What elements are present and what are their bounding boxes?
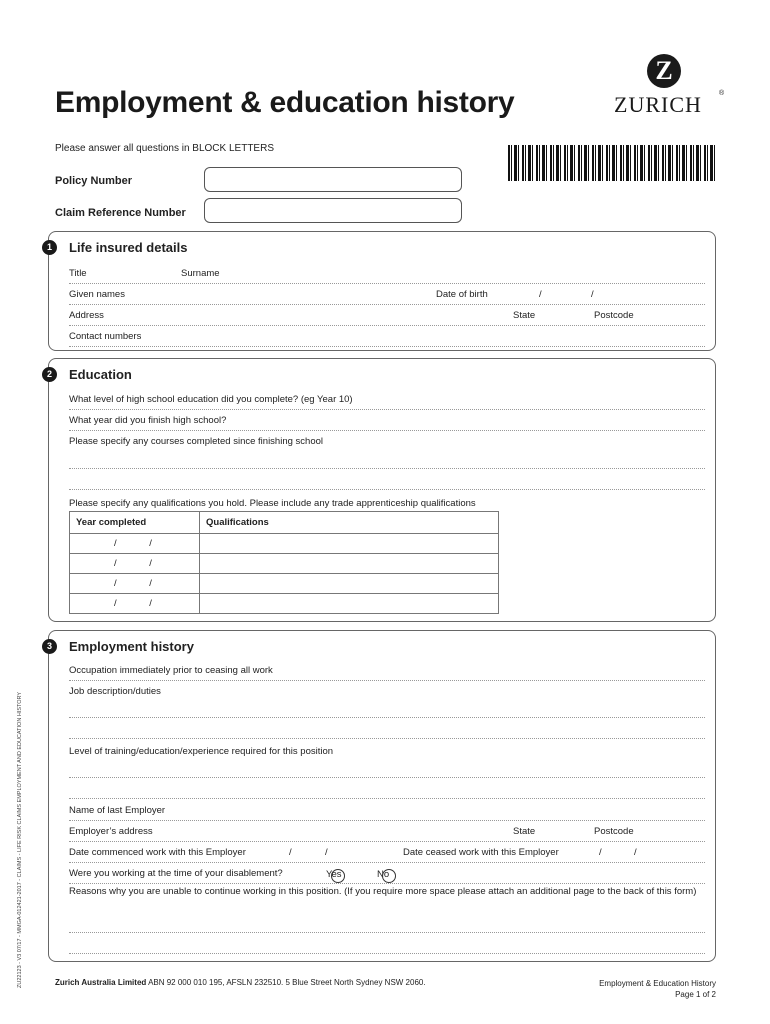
table-row[interactable]	[70, 574, 499, 594]
high-school-level-label: What level of high school education did you complete? (eg Year 10)	[69, 394, 353, 405]
date-slash: /	[634, 847, 637, 858]
registered-mark: ®	[719, 90, 725, 97]
employer-address-label: Employer’s address	[69, 826, 153, 837]
training-line[interactable]	[69, 776, 705, 778]
form-reference-code: ZU22123 - V3 07/17 - MMGA-012421-2017 - CLAIMS - LIFE RISK CLAIMS EMPLOYMENT AND EDUCATION HISTORY	[17, 691, 23, 988]
qualification-cell[interactable]	[200, 574, 499, 594]
policy-number-label: Policy Number	[55, 175, 133, 187]
year-completed-cell[interactable]: / /	[70, 594, 200, 614]
employment-dates-row[interactable]	[69, 842, 705, 863]
qualification-cell[interactable]	[200, 554, 499, 574]
duties-row	[69, 681, 705, 701]
company-details: ABN 92 000 010 195, AFSLN 232510. 5 Blue Street North Sydney NSW 2060.	[146, 978, 426, 987]
reasons-line[interactable]	[69, 931, 705, 933]
high-school-level-row[interactable]	[69, 389, 705, 410]
reasons-line[interactable]	[69, 952, 705, 954]
courses-line[interactable]	[69, 488, 705, 490]
section-heading: Education	[69, 367, 132, 382]
courses-label: Please specify any courses completed since finishing school	[69, 436, 323, 447]
policy-number-field[interactable]	[204, 167, 462, 192]
date-slash: /	[599, 847, 602, 858]
yes-radio[interactable]	[331, 869, 345, 883]
qualification-cell[interactable]	[200, 594, 499, 614]
date-commenced-label: Date commenced work with this Employer	[69, 847, 246, 858]
dob-slash: /	[539, 289, 542, 300]
document-name: Employment & Education History	[599, 979, 716, 988]
state-label: State	[513, 310, 536, 321]
training-line[interactable]	[69, 797, 705, 799]
qualifications-table	[69, 511, 499, 614]
qualifications-header: Qualifications	[200, 512, 499, 534]
surname-label: Surname	[181, 268, 220, 279]
date-slash: /	[325, 847, 328, 858]
given-names-row[interactable]	[69, 284, 705, 305]
training-label: Level of training/education/experience required for this position	[69, 746, 334, 757]
employer-name-row[interactable]	[69, 800, 705, 821]
duties-label: Job description/duties	[69, 686, 161, 697]
reasons-label: Reasons why you are unable to continue working in this position. (If you require more space please attach an additional page to the back of this form)	[69, 886, 697, 897]
section-number: 1	[42, 240, 57, 255]
section-number: 3	[42, 639, 57, 654]
dob-slash: /	[591, 289, 594, 300]
section-education	[48, 358, 716, 622]
courses-row	[69, 431, 705, 451]
year-completed-cell[interactable]: / /	[70, 534, 200, 554]
claim-reference-label: Claim Reference Number	[55, 207, 186, 219]
no-radio[interactable]	[382, 869, 396, 883]
barcode-image	[508, 145, 718, 181]
zurich-logo-text: ZURICH	[614, 92, 702, 117]
working-at-disablement-row: Were you working at the time of your disablement? Yes No	[69, 863, 705, 884]
section-employment	[48, 630, 716, 962]
high-school-year-row[interactable]	[69, 410, 705, 431]
title-label: Title	[69, 268, 87, 279]
postcode-label: Postcode	[594, 310, 634, 321]
given-names-label: Given names	[69, 289, 125, 300]
qualification-cell[interactable]	[200, 534, 499, 554]
address-row[interactable]	[69, 305, 705, 326]
year-completed-header: Year completed	[70, 512, 200, 534]
table-row[interactable]	[70, 534, 499, 554]
year-completed-cell[interactable]: / /	[70, 574, 200, 594]
training-row	[69, 741, 705, 761]
dob-label: Date of birth	[436, 289, 488, 300]
address-label: Address	[69, 310, 104, 321]
page-number: Page 1 of 2	[675, 990, 716, 999]
section-heading: Employment history	[69, 639, 194, 654]
postcode-label: Postcode	[594, 826, 634, 837]
footer-company	[55, 978, 426, 987]
date-slash: /	[289, 847, 292, 858]
section-life-insured	[48, 231, 716, 351]
contact-numbers-label: Contact numbers	[69, 331, 142, 342]
section-heading: Life insured details	[69, 240, 188, 255]
footer-page-info	[530, 978, 716, 1000]
duties-line[interactable]	[69, 716, 705, 718]
employer-address-row[interactable]	[69, 821, 705, 842]
table-row[interactable]	[70, 554, 499, 574]
table-row[interactable]	[70, 594, 499, 614]
occupation-label: Occupation immediately prior to ceasing all work	[69, 665, 273, 676]
employer-name-label: Name of last Employer	[69, 805, 166, 816]
title-surname-row[interactable]	[69, 263, 705, 284]
state-label: State	[513, 826, 536, 837]
qualifications-question-label: Please specify any qualifications you hold. Please include any trade apprenticeship qualifications	[69, 498, 476, 509]
courses-line[interactable]	[69, 467, 705, 469]
company-name: Zurich Australia Limited	[55, 978, 147, 987]
occupation-row[interactable]	[69, 660, 705, 681]
instructions: Please answer all questions in BLOCK LETTERS	[55, 143, 274, 154]
claim-reference-field[interactable]	[204, 198, 462, 223]
contact-numbers-row[interactable]	[69, 326, 705, 347]
section-number: 2	[42, 367, 57, 382]
duties-line[interactable]	[69, 737, 705, 739]
date-ceased-label: Date ceased work with this Employer	[403, 847, 559, 858]
zurich-logo-mark: Z	[647, 54, 681, 88]
high-school-year-label: What year did you finish high school?	[69, 415, 227, 426]
page-title: Employment & education history	[55, 86, 515, 119]
qualifications-question-row	[69, 493, 705, 513]
zurich-logo	[614, 54, 724, 120]
year-completed-cell[interactable]: / /	[70, 554, 200, 574]
working-question-label: Were you working at the time of your disablement?	[69, 868, 283, 879]
